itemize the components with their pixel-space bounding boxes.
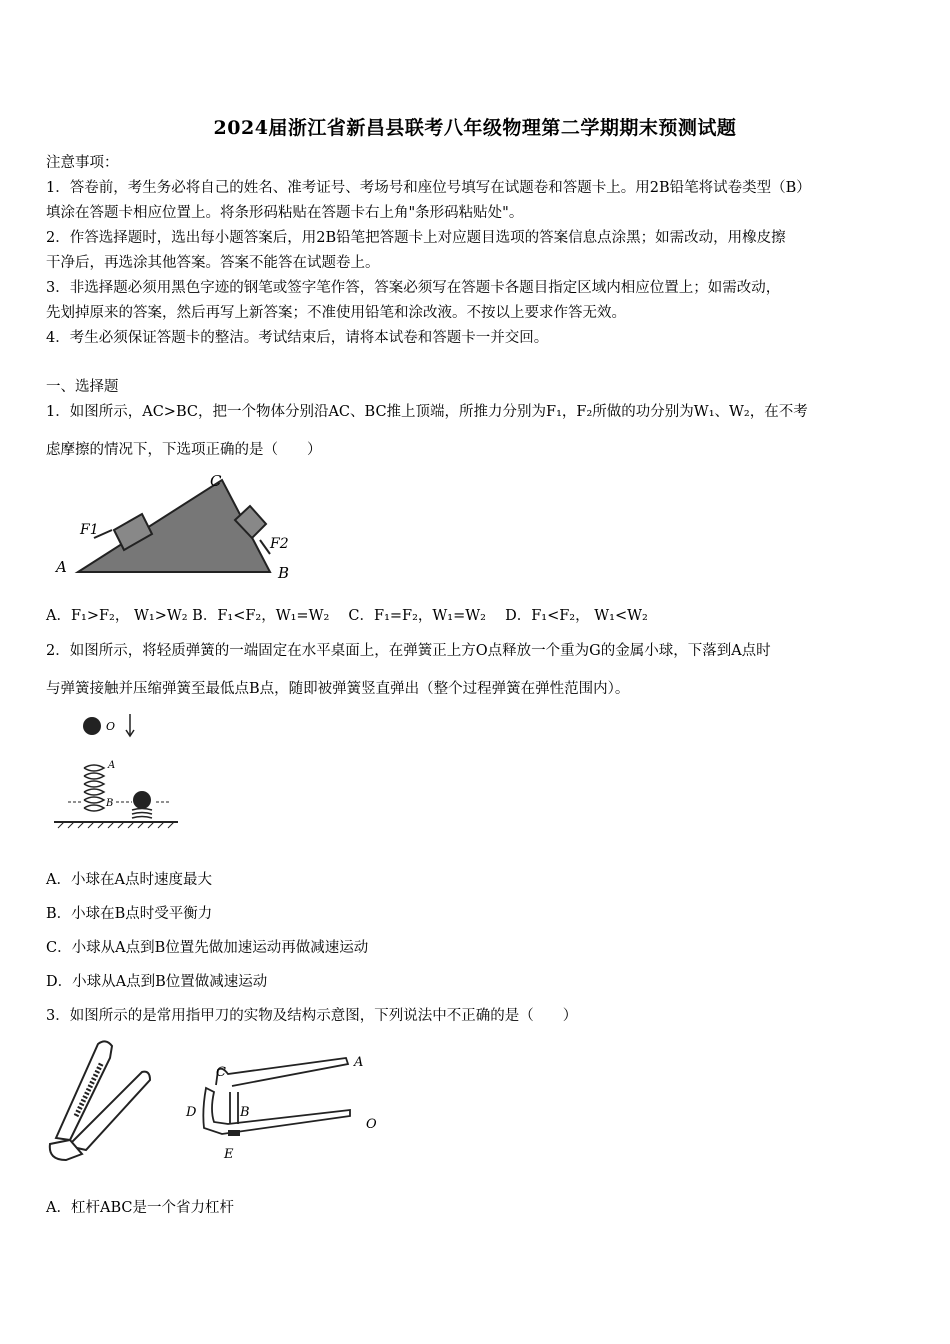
page-title: 2024届浙江省新昌县联考八年级物理第二学期期末预测试题 <box>213 117 737 139</box>
q2-option: A．小球在A点时速度最大 <box>46 872 212 888</box>
fig-label-a: A <box>108 760 116 771</box>
fig-label-b: B <box>106 798 114 809</box>
notice-line: 填涂在答题卡相应位置上。将条形码粘贴在答题卡右上角"条形码粘贴处"。 <box>46 205 524 221</box>
fig-label-c: C <box>210 472 222 490</box>
notice-line: 4．考生必须保证答题卡的整洁。考试结束后，请将本试卷和答题卡一并交回。 <box>46 330 549 346</box>
notice-line: 3．非选择题必须用黑色字迹的钢笔或签字笔作答，答案必须写在答题卡各题目指定区域内相应位置上；如需改动， <box>46 280 781 296</box>
fig-label-a: A <box>354 1055 364 1070</box>
nail-clipper-diagram-figure <box>182 1050 382 1165</box>
spring-figure <box>52 708 187 833</box>
section-heading: 一、选择题 <box>46 379 119 395</box>
q3-option: A．杠杆ABC是一个省力杠杆 <box>46 1200 234 1216</box>
notice-line: 2．作答选择题时，选出每小题答案后，用2B铅笔把答题卡上对应题目选项的答案信息点涂黑；如需改动，用橡皮擦 <box>46 230 786 246</box>
notice-line: 干净后，再选涂其他答案。答案不能答在试题卷上。 <box>46 255 380 271</box>
notice-heading: 注意事项： <box>46 155 119 171</box>
fig-label-d: D <box>186 1105 197 1120</box>
fig-label-b: B <box>278 564 290 582</box>
q2-option: C．小球从A点到B位置先做加速运动再做减速运动 <box>46 940 369 956</box>
fig-label-b: B <box>240 1105 250 1120</box>
notice-line: 先划掉原来的答案，然后再写上新答案；不准使用铅笔和涂改液。不按以上要求作答无效。 <box>46 305 626 321</box>
q2-stem: 与弹簧接触并压缩弹簧至最低点B点，随即被弹簧竖直弹出（整个过程弹簧在弹性范围内）。 <box>46 681 630 697</box>
fig-label-f1: F1 <box>80 522 99 538</box>
q1-stem: 虑摩擦的情况下，下选项正确的是（ ） <box>46 442 322 458</box>
notice-line: 1．答卷前，考生务必将自己的姓名、准考证号、考场号和座位号填写在试题卷和答题卡上。用2B铅笔将试卷类型（B） <box>46 180 811 196</box>
q2-option: B．小球在B点时受平衡力 <box>46 906 213 922</box>
fig-label-a: A <box>56 558 67 576</box>
fig-label-o: O <box>366 1117 377 1132</box>
q1-options: A．F₁>F₂， W₁>W₂ B．F₁<F₂，W₁=W₂ C．F₁=F₂，W₁=W₂ D．F₁<F₂， W₁<W₂ <box>46 608 648 624</box>
fig-label-c: C <box>216 1065 226 1080</box>
q3-stem: 3．如图所示的是常用指甲刀的实物及结构示意图，下列说法中不正确的是（ ） <box>46 1008 578 1024</box>
incline-figure <box>50 468 300 588</box>
q2-option: D．小球从A点到B位置做减速运动 <box>46 974 268 990</box>
q1-stem: 1．如图所示，AC>BC，把一个物体分别沿AC、BC推上顶端，所推力分别为F₁，F₂所做的功分别为W₁、W₂，在不考 <box>46 404 808 420</box>
fig-label-e: E <box>224 1147 234 1162</box>
q2-stem: 2．如图所示，将轻质弹簧的一端固定在水平桌面上，在弹簧正上方O点释放一个重为G的金属小球，下落到A点时 <box>46 643 771 659</box>
nail-clipper-photo-figure <box>46 1036 156 1166</box>
fig-label-o: O <box>106 720 116 733</box>
fig-label-f2: F2 <box>270 536 289 552</box>
